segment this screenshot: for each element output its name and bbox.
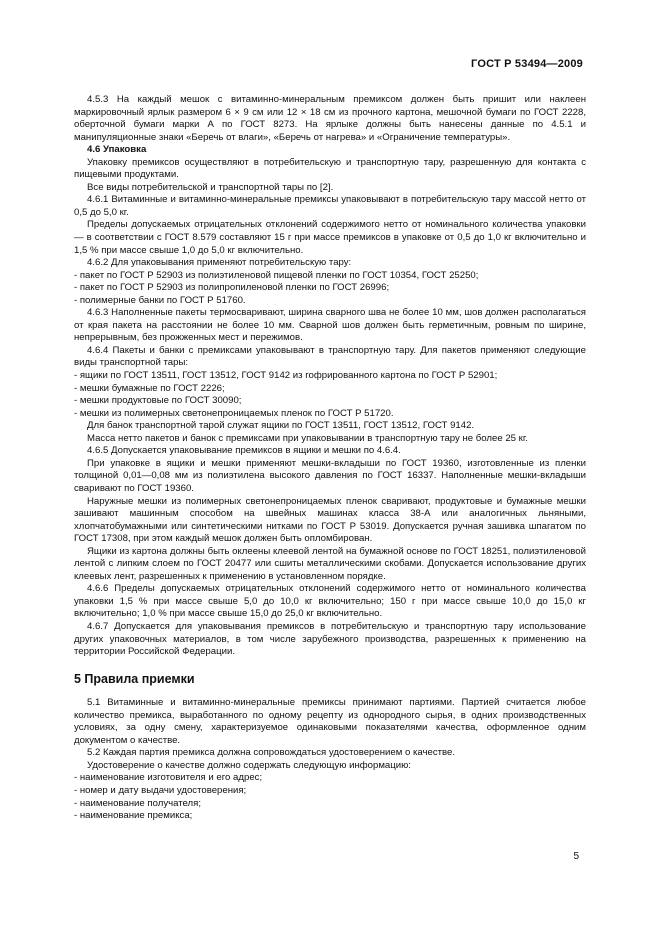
paragraph: 4.6.1 Витаминные и витаминно-минеральные премиксы упаковывают в потребительскую тару массой нетто от 0,5 до 5,0 кг.	[74, 194, 586, 218]
list-item: - мешки бумажные по ГОСТ 2226;	[74, 382, 225, 394]
paragraph: 5.1 Витаминные и витаминно-минеральные премиксы принимают партиями. Партией считается любое количество премикса, выработанного по одному рецепту из однородного сырья, в одних производственных условиях, за одну смену, характеризуемое одинаковыми показателями качества, оформленное одним документом о качестве.	[74, 697, 586, 746]
paragraph: Наружные мешки из полимерных светонепроницаемых пленок сваривают, продуктовые и бумажные мешки зашивают машинным способом на швейных машинах класса 38-А или аналогичных льняными, хлопчатобумажными или синтетическими нитками по ГОСТ Р 53019. Допускается ручная зашивка шпагатом по ГОСТ 17308, при этом каждый мешок должен быть опломбирован.	[74, 495, 586, 545]
list-item: - пакет по ГОСТ Р 52903 из полипропиленовой пленки по ГОСТ 26996;	[74, 282, 390, 294]
list-item: - мешки из полимерных светонепроницаемых пленок по ГОСТ Р 51720.	[74, 407, 394, 419]
paragraph: Упаковку премиксов осуществляют в потребительскую и транспортную тару, разрешенную для контакта с пищевыми продуктами.	[74, 156, 586, 181]
paragraph: 4.6.7 Допускается для упаковывания премиксов в потребительскую и транспортную тару использование других упаковочных материалов, в том числе зарубежного производства, разрешенных к применению на территории Российской Федерации.	[74, 620, 586, 658]
paragraph: 5.2 Каждая партия премикса должна сопровождаться удостоверением о качестве.	[87, 747, 456, 759]
document-header: ГОСТ Р 53494—2009	[471, 58, 583, 70]
paragraph: 4.6.4 Пакеты и банки с премиксами упаковывают в транспортную тару. Для пакетов применяют следующие виды транспортной тары:	[74, 344, 586, 369]
page-number: 5	[573, 851, 579, 862]
list-item: - наименование получателя;	[74, 797, 201, 809]
paragraph: При упаковке в ящики и мешки применяют мешки-вкладыши по ГОСТ 19360, изготовленные из пленки толщиной 0,01—0,08 мм из полиэтилена высокого давления по ГОСТ 16337. Наполненные мешки-вкладыши сваривают по ГОСТ 19360.	[74, 457, 586, 494]
section-heading: 5 Правила приемки	[74, 671, 195, 686]
list-item: - пакет по ГОСТ Р 52903 из полиэтиленовой пищевой пленки по ГОСТ 10354, ГОСТ 25250;	[74, 269, 479, 281]
paragraph: Для банок транспортной тарой служат ящики по ГОСТ 13511, ГОСТ 13512, ГОСТ 9142.	[87, 420, 475, 432]
subsection-heading: 4.6 Упаковка	[87, 144, 147, 156]
paragraph: Ящики из картона должны быть оклеены клеевой лентой на бумажной основе по ГОСТ 18251, полиэтиленовой лентой с липким слоем по ГОСТ 20477 или сшиты металлическими скобами. Допускается использование других клеевых лент, разрешенных к применению в установленном порядке.	[74, 545, 586, 582]
list-item: - номер и дату выдачи удостоверения;	[74, 784, 247, 796]
paragraph: Масса нетто пакетов и банок с премиксами при упаковывании в транспортную тару не более 25 кг.	[87, 432, 528, 444]
paragraph: 4.6.6 Пределы допускаемых отрицательных отклонений содержимого нетто от номинального количества упаковки 1,5 % при массе свыше 5,0 до 10,0 кг включительно; 150 г при массе свыше 10,0 до 15,0 кг включительно; 1,0 % при массе свыше 15,0 до 25,0 кг включительно.	[74, 583, 586, 620]
paragraph: Пределы допускаемых отрицательных отклонений содержимого нетто от номинального количества упаковки — в соответствии с ГОСТ 8.579 составляют 15 г при массе премиксов в упаковке от 0,5 до 1,0 кг включительно и 1,5 % при массе свыше 1,0 до 5,0 кг включительно.	[74, 219, 586, 256]
document-body	[74, 94, 586, 823]
paragraph: 4.6.3 Наполненные пакеты термосваривают, ширина сварного шва не более 10 мм, шов должен располагаться от края пакета на расстоянии не более 10 мм. Сварной шов должен быть герметичным, ровным по ширине, непрерывным, без прожженных мест и пережимов.	[74, 307, 586, 344]
list-item: - полимерные банки по ГОСТ Р 51760.	[74, 294, 246, 306]
paragraph: 4.5.3 На каждый мешок с витаминно-минеральным премиксом должен быть пришит или наклеен маркировочный ярлык размером 6 × 9 см или 12 × 18 см из прочного картона, мешочной бумаги по ГОСТ 2228, оберточной бумаги марки А по ГОСТ 8273. На ярлыке должны быть нанесены данные по 4.5.1 и манипуляционные знаки «Беречь от влаги», «Беречь от нагрева» и «Ограничение температуры».	[74, 94, 586, 143]
paragraph: Удостоверение о качестве должно содержать следующую информацию:	[87, 759, 411, 771]
paragraph: 4.6.5 Допускается упаковывание премиксов в ящики и мешки по 4.6.4.	[87, 445, 401, 457]
list-item: - наименование изготовителя и его адрес;	[74, 772, 263, 784]
paragraph: 4.6.2 Для упаковывания применяют потребительскую тару:	[87, 257, 352, 269]
paragraph: Все виды потребительской и транспортной тары по [2].	[87, 181, 334, 193]
list-item: - наименование премикса;	[74, 810, 193, 822]
list-item: - мешки продуктовые по ГОСТ 30090;	[74, 395, 242, 407]
list-item: - ящики по ГОСТ 13511, ГОСТ 13512, ГОСТ 9142 из гофрированного картона по ГОСТ Р 52901;	[74, 370, 498, 382]
